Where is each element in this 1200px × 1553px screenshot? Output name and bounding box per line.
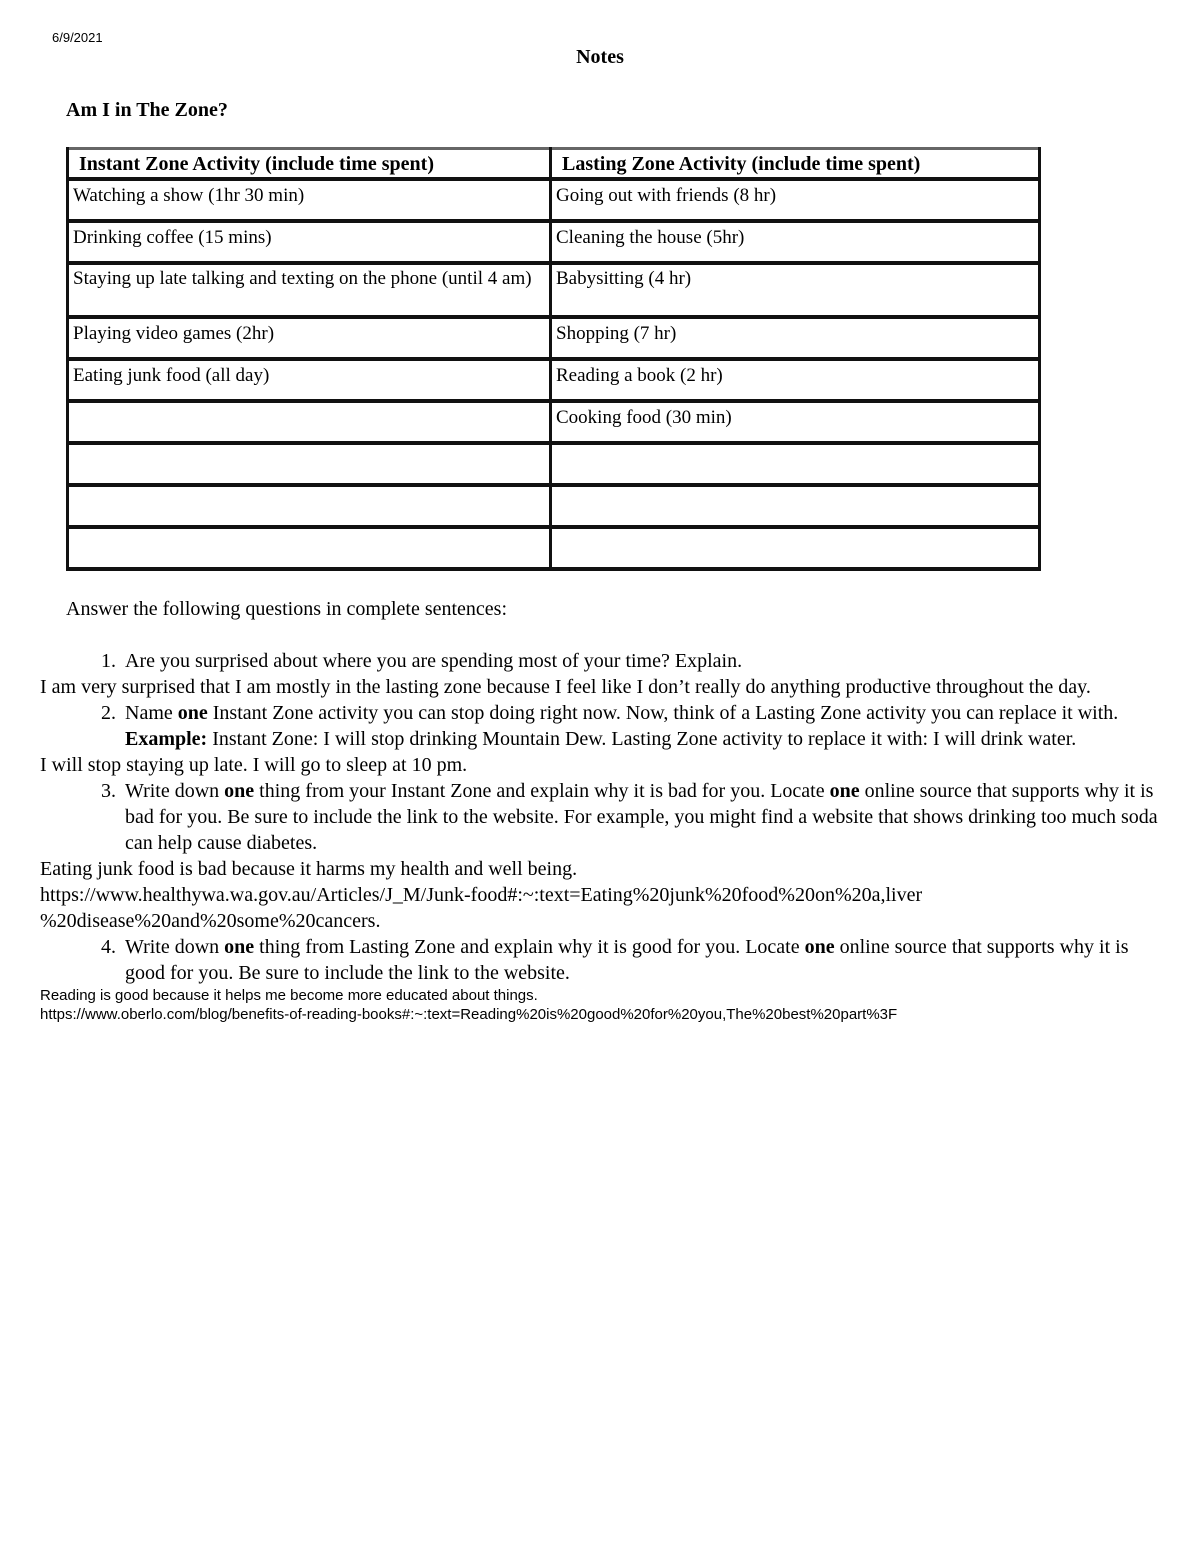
question-number: 4. (101, 936, 116, 958)
question-text: online source that supports why it is good for you. Be sure to include the link to the website. (125, 936, 1129, 984)
question-emphasis: one (224, 936, 255, 958)
table-row (68, 359, 1040, 401)
table-row (68, 527, 1040, 569)
lasting-zone-header: Lasting Zone Activity (include time spent) (551, 149, 1040, 180)
question-number: 2. (101, 702, 116, 724)
questions-section (40, 648, 1158, 1024)
question-emphasis: one (804, 936, 835, 958)
question-1 (40, 648, 1158, 674)
question-2 (40, 700, 1158, 752)
table-row (68, 485, 1040, 527)
instant-cell[interactable]: Drinking coffee (15 mins) (68, 221, 551, 263)
question-text: Name (125, 702, 178, 724)
table-row (68, 401, 1040, 443)
question-text: thing from Lasting Zone and explain why it is good for you. Locate (254, 936, 805, 958)
table-row (68, 443, 1040, 485)
instant-zone-header: Instant Zone Activity (include time spent) (68, 149, 551, 180)
instant-cell[interactable]: Eating junk food (all day) (68, 359, 551, 401)
document-date: 6/9/2021 (52, 30, 103, 45)
lasting-cell[interactable]: Reading a book (2 hr) (551, 359, 1040, 401)
question-text: Write down (125, 780, 225, 802)
question-number: 1. (101, 650, 116, 672)
question-3 (40, 778, 1158, 856)
question-emphasis: one (177, 702, 208, 724)
answer-3[interactable]: Eating junk food is bad because it harms my health and well being. (40, 858, 578, 880)
question-text: thing from your Instant Zone and explain why it is bad for you. Locate (254, 780, 830, 802)
table-row (68, 179, 1040, 221)
question-text: online source that supports why it is bad for you. Be sure to include the link to the website. For example, you might find a website that shows drinking too much soda can help cause diabetes. (125, 780, 1158, 854)
question-emphasis: Example: (125, 728, 208, 750)
instant-cell[interactable] (68, 485, 551, 527)
table-row (68, 263, 1040, 317)
zone-activity-table (66, 147, 1041, 571)
answer-3-link-line-2[interactable]: %20disease%20and%20some%20cancers. (40, 910, 381, 932)
section-title: Am I in The Zone? (66, 99, 228, 121)
answer-3-link-line-1[interactable]: https://www.healthywa.wa.gov.au/Articles/J_M/Junk-food#:~:text=Eating%20junk%20food%20on%20a,liver (40, 884, 923, 906)
instant-cell[interactable] (68, 443, 551, 485)
instructions-text: Answer the following questions in complete sentences: (66, 598, 508, 620)
table-row (68, 317, 1040, 359)
instant-cell[interactable] (68, 401, 551, 443)
question-emphasis: one (829, 780, 860, 802)
lasting-cell[interactable]: Going out with friends (8 hr) (551, 179, 1040, 221)
table-row (68, 221, 1040, 263)
answer-4-link[interactable]: https://www.oberlo.com/blog/benefits-of-reading-books#:~:text=Reading%20is%20good%20for%20you,The%20best%20part%3F (40, 1006, 898, 1023)
question-number: 3. (101, 780, 116, 802)
question-text: Are you surprised about where you are spending most of your time? Explain. (125, 650, 743, 672)
instant-cell[interactable]: Staying up late talking and texting on the phone (until 4 am) (68, 263, 551, 317)
instant-cell[interactable]: Watching a show (1hr 30 min) (68, 179, 551, 221)
question-text: Write down (125, 936, 225, 958)
instant-cell[interactable] (68, 527, 551, 569)
lasting-cell[interactable]: Cooking food (30 min) (551, 401, 1040, 443)
lasting-cell[interactable]: Shopping (7 hr) (551, 317, 1040, 359)
answer-4[interactable]: Reading is good because it helps me become more educated about things. (40, 987, 538, 1004)
question-emphasis: one (224, 780, 255, 802)
lasting-cell[interactable] (551, 485, 1040, 527)
question-4 (40, 934, 1158, 986)
question-text: Instant Zone: I will stop drinking Mountain Dew. Lasting Zone activity to replace it with: I will drink water. (207, 728, 1077, 750)
instant-cell[interactable]: Playing video games (2hr) (68, 317, 551, 359)
lasting-cell[interactable]: Cleaning the house (5hr) (551, 221, 1040, 263)
lasting-cell[interactable]: Babysitting (4 hr) (551, 263, 1040, 317)
page-title: Notes (576, 46, 624, 68)
answer-1[interactable]: I am very surprised that I am mostly in the lasting zone because I feel like I don’t really do anything productive throughout the day. (40, 676, 1091, 698)
lasting-cell[interactable] (551, 527, 1040, 569)
lasting-cell[interactable] (551, 443, 1040, 485)
question-text: Instant Zone activity you can stop doing right now. Now, think of a Lasting Zone activity you can replace it with. (207, 702, 1119, 724)
answer-2[interactable]: I will stop staying up late. I will go to sleep at 10 pm. (40, 754, 468, 776)
table-header-row (68, 149, 1040, 180)
